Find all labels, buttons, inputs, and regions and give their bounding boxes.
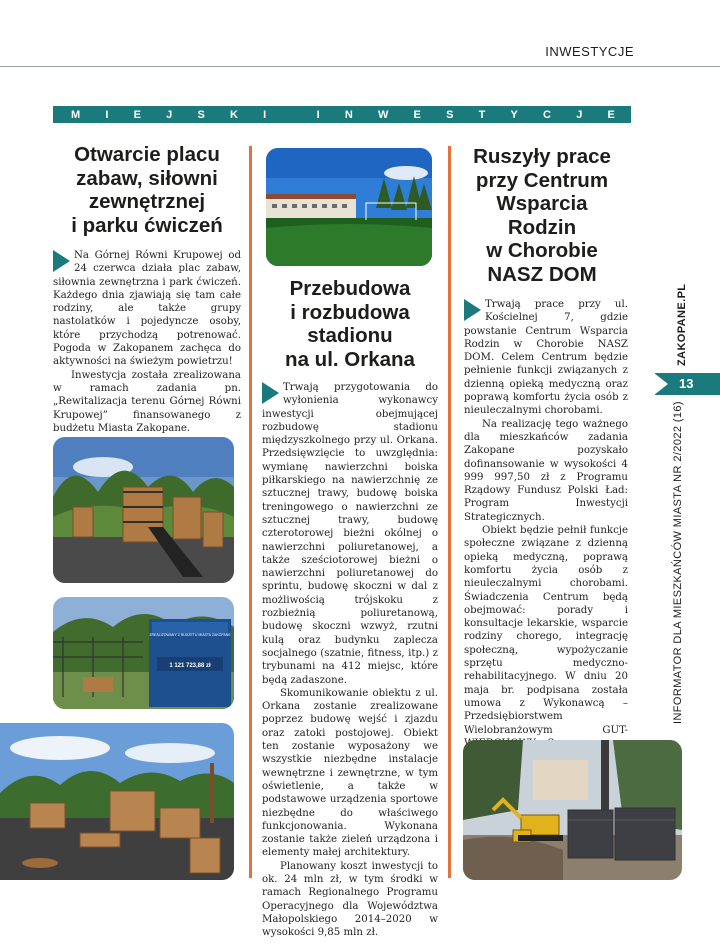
header-divider — [0, 66, 720, 67]
headline-line: Przebudowa — [289, 277, 411, 300]
photo-stadium — [266, 148, 432, 266]
article-stadium — [262, 277, 438, 939]
banner-letter: W — [377, 108, 389, 121]
banner-letter: K — [229, 108, 238, 121]
banner-letter: T — [478, 108, 486, 121]
banner-letter: I — [263, 108, 267, 121]
issue-info — [672, 401, 686, 738]
photo-playground-2 — [0, 723, 234, 880]
section-title: INWESTYCJE — [545, 44, 634, 59]
banner-letter: E — [607, 108, 615, 121]
column-divider-right — [448, 146, 451, 878]
banner-letter: E — [133, 108, 141, 121]
banner-letter: N — [344, 108, 353, 121]
photo-playground-1 — [53, 437, 234, 583]
banner-letter: S — [446, 108, 454, 121]
headline-line: NASZ DOM — [487, 262, 597, 286]
paragraph: Skomunikowanie obiektu z ul. Orkana zostanie zrealizowane poprzez budowę wejść i zjazdu oraz zatoki postojowej. Obiekt ten zostanie wyposażony we wszystkie niezbędne instalacje wewnętrzne i zewnętrzne, w tym oświetlenie, a także w podstawowe urządzenia sportowe niezbędne do właściwego funkcjonowania. Wykonana zostanie także zieleń urządzona i elementy małej architektury. — [262, 687, 438, 859]
article-nasz-dom — [456, 145, 628, 803]
lead-arrow-icon — [53, 250, 70, 272]
banner-letter: Y — [510, 108, 518, 121]
banner-letter: I — [316, 108, 320, 121]
banner-letter: J — [576, 108, 583, 121]
headline-line: przy Centrum — [475, 168, 609, 192]
headline-line: Otwarcie placu — [74, 143, 220, 166]
headline-line: zabaw, siłowni — [76, 166, 218, 190]
banner-letter: I — [105, 108, 109, 121]
article-headline — [262, 277, 438, 371]
headline-line: w Chorobie — [486, 239, 598, 262]
article-body — [53, 249, 241, 435]
paragraph: Na Górnej Równi Krupowej od 24 czerwca działa plac zabaw, siłownia zewnętrzna i park ćwiczeń. Każdego dnia zjawiają się tam całe rodziny, ale także grupy nastolatków i pojedyncze osoby, które przychodzą potrenować. Pogoda w Zakopanem zachęca do aktywności na świeżym powietrzu! — [53, 250, 241, 368]
page-number: 13 — [679, 376, 694, 391]
sign-amount: 1 121 723,88 zł — [169, 663, 211, 669]
lead-arrow-icon — [464, 299, 481, 321]
article-headline — [53, 143, 241, 237]
headline-line: Wsparcia — [496, 192, 588, 215]
headline-line: na ul. Orkana — [285, 347, 415, 371]
section-banner — [53, 106, 631, 123]
article-body — [456, 298, 628, 803]
banner-letter: J — [166, 108, 173, 121]
paragraph: Trwają prace przy ul. Kościelnej 7, gdzie powstanie Centrum Wsparcia Rodzin w Chorobie NASZ DOM. Celem Centrum będzie pełnienie funkcji związanych z dzienną opieką medyczną oraz poprawą komfortu życia osób z nieuleczalnymi chorobami. — [464, 299, 628, 417]
banner-letter: E — [413, 108, 421, 121]
issue-label: INFORMATOR DLA MIESZKAŃCÓW MIASTA NR 2/2022 (16) — [672, 401, 684, 724]
article-playground — [53, 143, 241, 435]
lead-arrow-icon — [262, 382, 279, 404]
headline-line: zewnętrznej — [88, 190, 206, 213]
headline-line: stadionu — [307, 324, 393, 347]
page-number-tab — [655, 373, 720, 395]
paragraph: Inwestycja została zrealizowana w ramach zadania pn. „Rewitalizacja terenu Górnej Równi Krupowej” finansowanego z budżetu Miasta Zakopane. — [53, 369, 241, 434]
sign-title: ZREALIZOWANY Z BUDŻETU MIASTA ZAKOPANE — [149, 633, 231, 637]
banner-text — [53, 109, 631, 121]
headline-line: i parku ćwiczeń — [71, 213, 223, 237]
headline-line: Ruszyły prace — [473, 145, 611, 168]
paragraph: Planowany koszt inwestycji to ok. 24 mln zł, w tym środki w ramach Regionalnego Programu Operacyjnego dla Województwa Małopolskiego 2014–2020 w wysokości 9,85 mln zł. — [262, 860, 438, 939]
article-headline — [456, 145, 628, 286]
banner-letter: M — [71, 108, 81, 121]
column-divider-left — [249, 146, 252, 878]
article-body — [262, 381, 438, 939]
headline-line: Rodzin — [507, 215, 577, 239]
paragraph: Na realizację tego ważnego dla mieszkańców zadania Zakopane pozyskało dofinansowanie w wysokości 4 999 997,50 zł z Programu Rządowy Fundusz Polski Ład: Program Inwestycji Strategicznych. — [464, 418, 628, 523]
banner-letter: C — [543, 108, 551, 121]
banner-letter: S — [197, 108, 205, 121]
photo-investment-sign — [53, 597, 234, 709]
paragraph: Trwają przygotowania do wyłonienia wykonawcy inwestycji obejmującej rozbudowę stadionu międzyszkolnego przy ul. Orkana. Przedsięwzięcie to uwzględnia: wymianę nawierzchni boiska piłkarskiego na nawierzchnię ze sztucznej trawy, budowę boiska treningowego o nawierzchni ze sztucznej trawy, budowę czterotorowej bieżni okólnej o nawierzchni poliuretanowej, a także sześciotorowej bieżni o nawierzchni poliuretanowej do sprintu, budowę skoczni w dal z możliwością trójskoku z rozbieżnią poliuretanową, budowę skoczni wzwyż, rzutni kulą oraz budynku zaplecza socjalnego (szatnie, fitness, itp.) z trybunami na 412 miejsc, które będą zadaszone. — [262, 382, 438, 686]
site-url: ZAKOPANE.PL — [676, 283, 688, 366]
headline-line: i rozbudowa — [290, 300, 410, 324]
photo-construction-site — [463, 740, 682, 880]
paragraph: Obiekt będzie pełnił funkcje społeczne związane z dzienną opieką medyczną, poprawą komfortu życia osób z nieuleczalnymi chorobami. Świadczenia Centrum będą obejmować: porady i konsultacje lekarskie, wsparcie rodziny chorego, integrację społeczną, wypożyczanie sprzętu medyczno-rehabilitacyjnego. W dniu 20 maja br. podpisana została umowa z Wykonawcą – Przedsiębiorstwem Wielobranżowym GUT- — [464, 525, 628, 736]
